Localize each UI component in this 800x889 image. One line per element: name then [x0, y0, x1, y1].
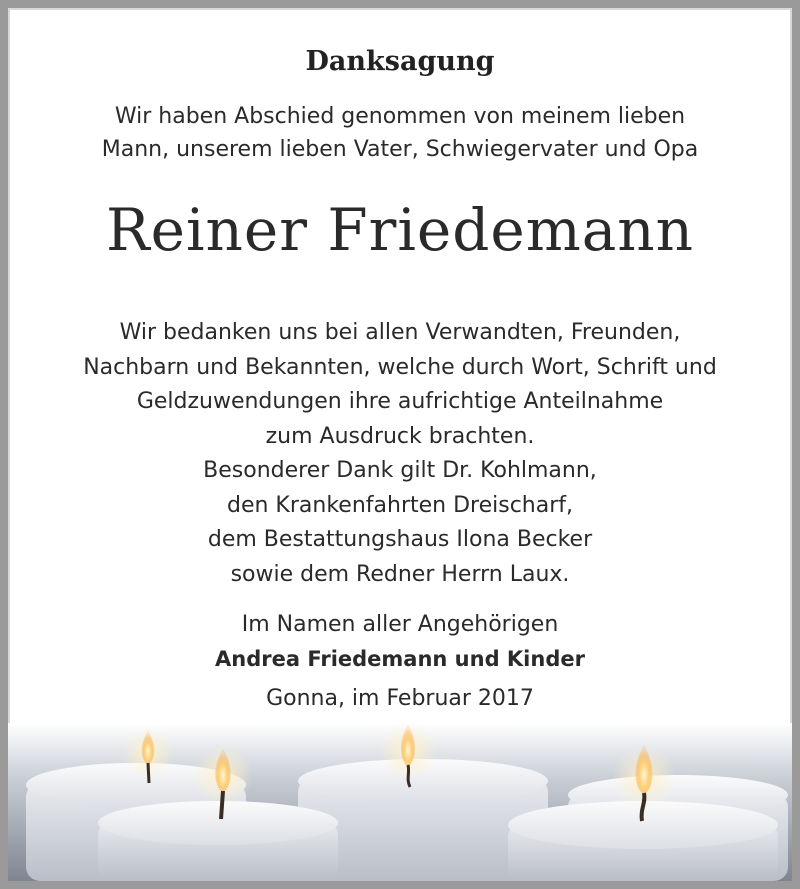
thanks-line: Geldzuwendungen ihre aufrichtige Anteilnahme: [136, 389, 664, 414]
thanks-line: den Krankenfahrten Dreischarf,: [227, 492, 573, 518]
thanks-line: dem Bestattungshaus Ilona Becker: [207, 527, 593, 552]
thanks-line: sowie dem Redner Herrn Laux.: [230, 561, 570, 587]
thanks-line: zum Ausdruck brachten.: [265, 423, 535, 449]
candles-illustration: [8, 723, 792, 881]
candles-photo: [8, 723, 792, 881]
thanks-text: [8, 316, 792, 592]
intro-line: Wir haben Abschied genommen von meinem lieben: [114, 104, 686, 129]
sign-intro: Im Namen aller Angehörigen: [241, 612, 559, 637]
signature-block: [8, 608, 792, 676]
thanks-line: Nachbarn und Bekannten, welche durch Wort, Schrift und: [83, 354, 717, 380]
thanks-line: Besonderer Dank gilt Dr. Kohlmann,: [203, 458, 597, 483]
place-date: Gonna, im Februar 2017: [266, 686, 534, 711]
intro-line: Mann, unserem lieben Vater, Schwiegervater und Opa: [101, 137, 699, 162]
thanks-line: Wir bedanken uns bei allen Verwandten, Freunden,: [119, 320, 681, 345]
notice-heading: Danksagung: [305, 46, 495, 77]
signer-name: Andrea Friedemann und Kinder: [215, 647, 585, 671]
intro-text: [8, 100, 792, 166]
deceased-name: Reiner Friedemann: [106, 196, 694, 264]
